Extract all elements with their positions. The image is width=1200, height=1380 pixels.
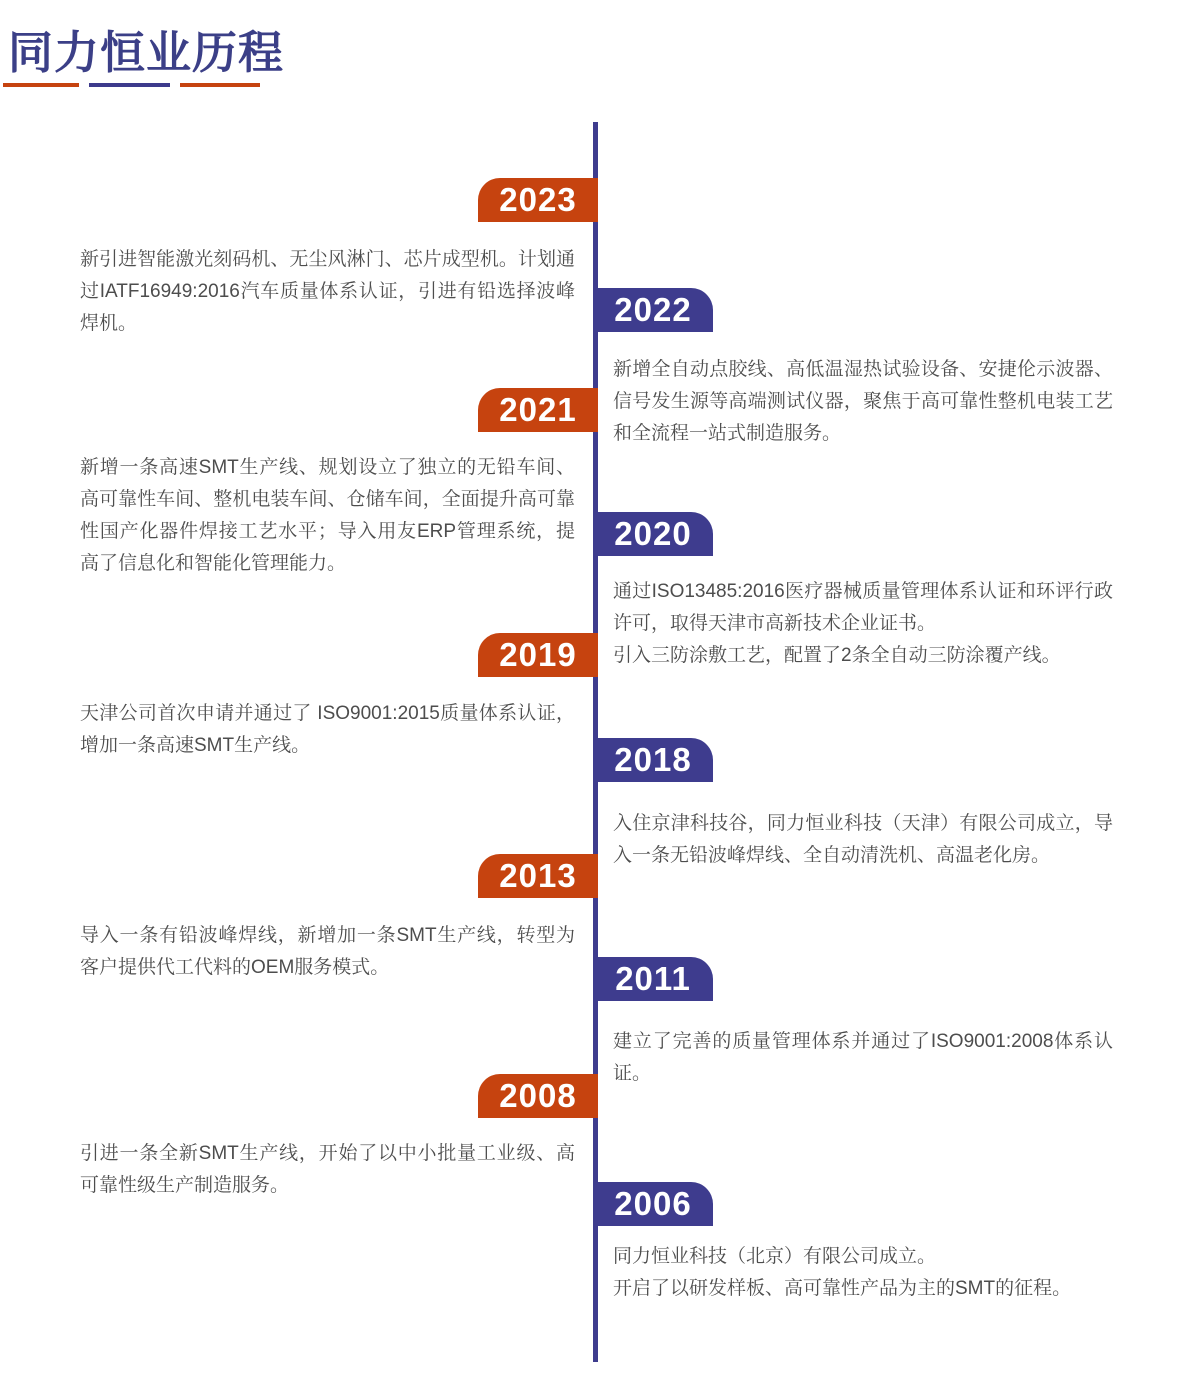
milestone-text-2021: 新增一条高速SMT生产线、规划设立了独立的无铅车间、高可靠性车间、整机电装车间、仓储车间，全面提升高可靠性国产化器件焊接工艺水平；导入用友ERP管理系统，提高了信息化和智能化管理能力。 <box>80 457 575 574</box>
year-tag-2019: 2019 <box>478 633 598 677</box>
title-underline-orange-2 <box>180 83 260 87</box>
year-tag-2008: 2008 <box>478 1074 598 1118</box>
milestone-text-2019: 天津公司首次申请并通过了 ISO9001:2015质量体系认证，增加一条高速SMT生产线。 <box>80 703 575 756</box>
page-title: 同力恒业历程 <box>8 27 285 78</box>
year-tag-2022: 2022 <box>593 288 713 332</box>
milestone-text-2020-line2: 引入三防涂敷工艺，配置了2条全自动三防涂覆产线。 <box>613 645 1061 666</box>
title-underline-orange-1 <box>3 83 79 87</box>
year-tag-2020: 2020 <box>593 512 713 556</box>
milestone-text-2013: 导入一条有铅波峰焊线，新增加一条SMT生产线，转型为客户提供代工代料的OEM服务模式。 <box>80 925 575 978</box>
milestone-text-2020 <box>613 576 1113 672</box>
milestone-text-2006-line1: 同力恒业科技（北京）有限公司成立。 <box>613 1246 937 1267</box>
milestone-text-2008: 引进一条全新SMT生产线，开始了以中小批量工业级、高可靠性级生产制造服务。 <box>80 1143 575 1196</box>
milestone-text-2023: 新引进智能激光刻码机、无尘风淋门、芯片成型机。计划通过IATF16949:2016汽车质量体系认证，引进有铅选择波峰焊机。 <box>80 249 575 334</box>
milestone-text-2011: 建立了完善的质量管理体系并通过了ISO9001:2008体系认证。 <box>613 1031 1113 1084</box>
milestone-text-2022: 新增全自动点胶线、高低温湿热试验设备、安捷伦示波器、信号发生源等高端测试仪器，聚焦于高可靠性整机电装工艺和全流程一站式制造服务。 <box>613 359 1113 444</box>
year-tag-2023: 2023 <box>478 178 598 222</box>
milestone-text-2018: 入住京津科技谷，同力恒业科技（天津）有限公司成立，导入一条无铅波峰焊线、全自动清洗机、高温老化房。 <box>613 813 1113 866</box>
title-underline-purple <box>89 83 170 87</box>
year-tag-2006: 2006 <box>593 1182 713 1226</box>
year-tag-2018: 2018 <box>593 738 713 782</box>
year-tag-2021: 2021 <box>478 388 598 432</box>
milestone-text-2020-line1: 通过ISO13485:2016医疗器械质量管理体系认证和环评行政许可，取得天津市高新技术企业证书。 <box>613 581 1113 634</box>
milestone-text-2006-line2: 开启了以研发样板、高可靠性产品为主的SMT的征程。 <box>613 1278 1072 1299</box>
milestone-text-2006 <box>613 1241 1113 1305</box>
year-tag-2011: 2011 <box>593 957 713 1001</box>
year-tag-2013: 2013 <box>478 854 598 898</box>
